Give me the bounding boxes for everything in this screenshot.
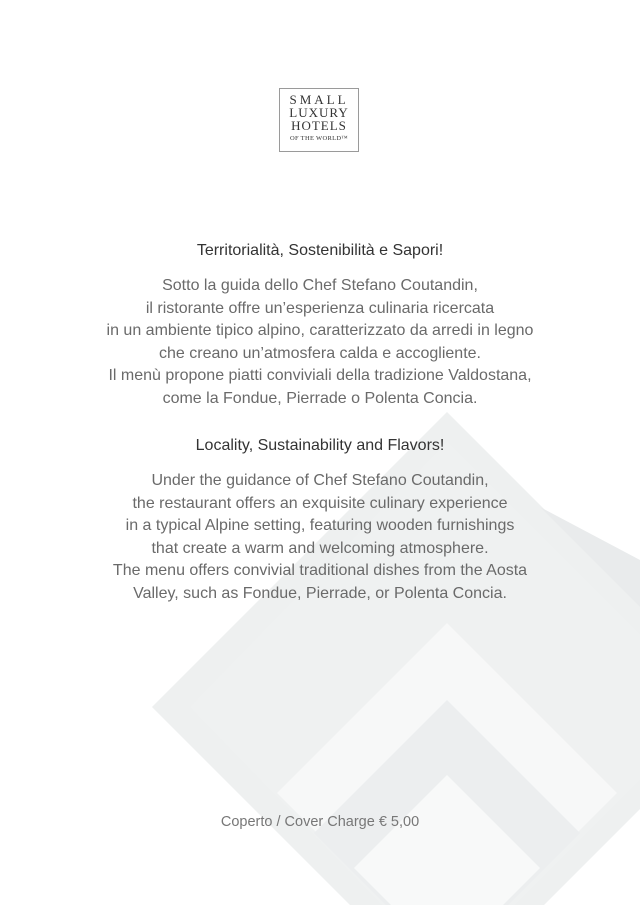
italian-description <box>0 275 640 410</box>
text-line: the restaurant offers an exquisite culinary experience <box>132 494 508 512</box>
english-title: Locality, Sustainability and Flavors! <box>195 437 445 454</box>
english-description <box>0 470 640 605</box>
text-line: The menu offers convivial traditional dishes from the Aosta <box>112 562 528 579</box>
text-line: Il menù propone piatti conviviali della tradizione Valdostana, <box>108 367 532 384</box>
italian-title: Territorialità, Sostenibilità e Sapori! <box>196 242 444 259</box>
cover-charge: Coperto / Cover Charge € 5,00 <box>220 814 420 830</box>
text-line: in un ambiente tipico alpino, caratterizzato da arredi in legno <box>106 322 534 339</box>
logo-line: HOTELS <box>291 118 347 133</box>
italian-section <box>0 241 640 410</box>
text-line: come la Fondue, Pierrade o Polenta Concia. <box>162 389 478 407</box>
logo-line: SMALL <box>289 92 349 107</box>
small-luxury-hotels-logo <box>279 88 359 152</box>
text-line: Valley, such as Fondue, Pierrade, or Polenta Concia. <box>133 584 507 602</box>
text-line: that create a warm and welcoming atmosphere. <box>151 539 489 557</box>
text-line: in a typical Alpine setting, featuring wooden furnishings <box>125 517 515 534</box>
logo-line: OF THE WORLD™ <box>289 135 349 142</box>
text-line: Under the guidance of Chef Stefano Coutandin, <box>151 472 489 489</box>
text-line: il ristorante offre un’esperienza culinaria ricercata <box>145 299 495 317</box>
text-line: che creano un’atmosfera calda e accogliente. <box>159 344 481 362</box>
text-line: Sotto la guida dello Chef Stefano Coutandin, <box>162 277 478 294</box>
logo-line: LUXURY <box>289 105 349 120</box>
english-section <box>0 436 640 605</box>
